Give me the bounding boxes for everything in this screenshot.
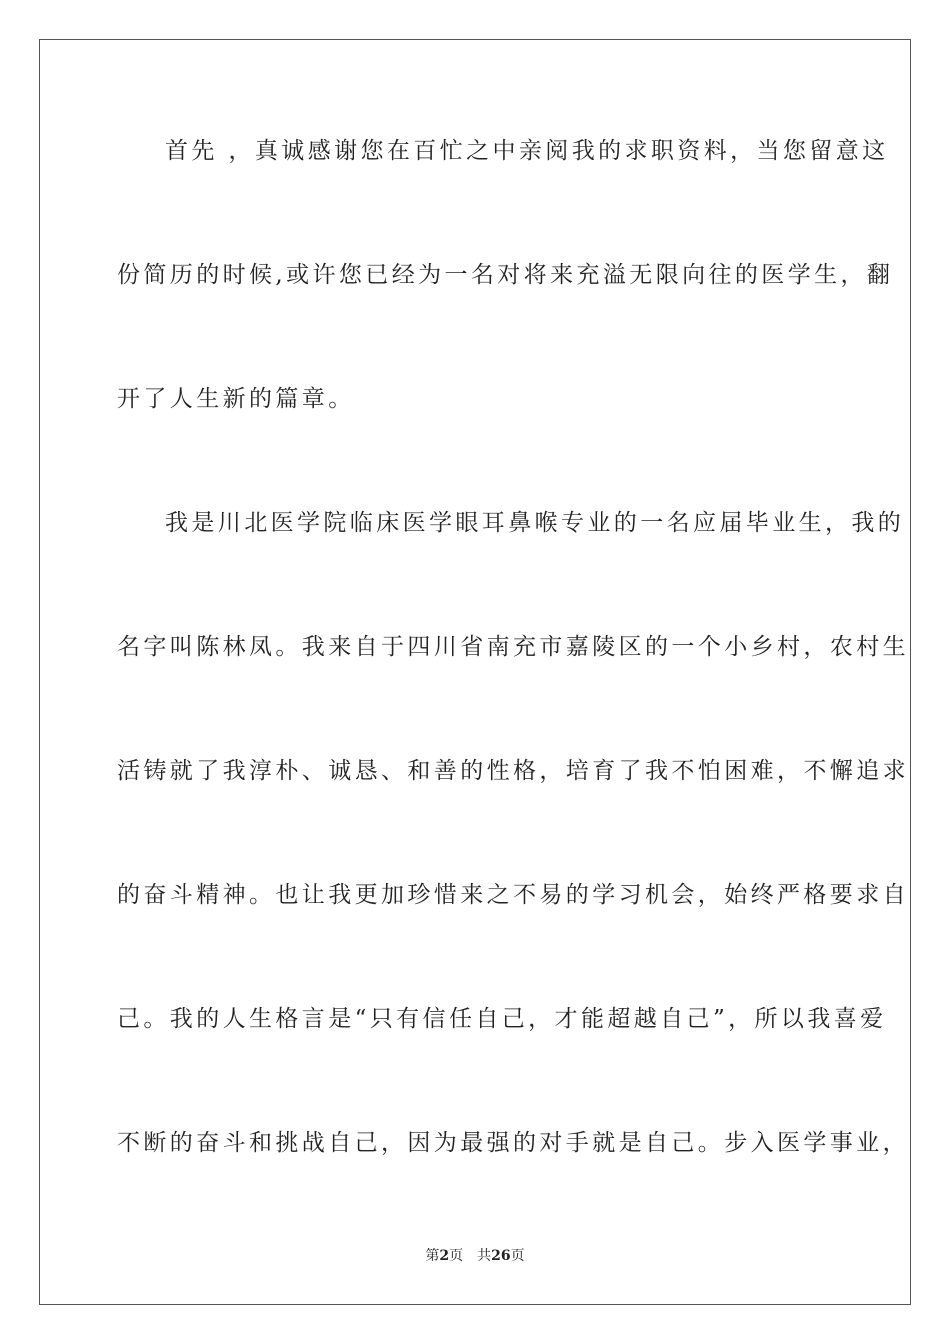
paragraph-2-line-1: 我是川北医学院临床医学眼耳鼻喉专业的一名应届毕业生，我的 — [165, 510, 905, 536]
paragraph-1-line-3: 开了人生新的篇章。 — [117, 386, 355, 412]
total-pages: 26 — [491, 1248, 511, 1264]
total-suffix: 页 — [510, 1248, 525, 1264]
page-border — [39, 39, 911, 1305]
paragraph-1-line-2: 份简历的时候,或许您已经为一名对将来充溢无限向往的医学生，翻 — [117, 262, 894, 288]
page-number: 2 — [439, 1248, 450, 1264]
paragraph-2-line-3: 活铸就了我淳朴、诚恳、和善的性格，培育了我不怕困难，不懈追求 — [117, 758, 909, 784]
total-prefix: 共 — [477, 1248, 492, 1264]
paragraph-1-line-1: 首先 ，真诚感谢您在百忙之中亲阅我的求职资料，当您留意这 — [165, 138, 889, 164]
page-suffix: 页 — [449, 1248, 464, 1264]
paragraph-2-line-6: 不断的奋斗和挑战自己，因为最强的对手就是自己。步入医学事业， — [117, 1130, 909, 1156]
page-footer — [0, 1247, 950, 1265]
paragraph-2-line-4: 的奋斗精神。也让我更加珍惜来之不易的学习机会，始终严格要求自 — [117, 882, 909, 908]
paragraph-2-line-2: 名字叫陈林凤。我来自于四川省南充市嘉陵区的一个小乡村，农村生 — [117, 634, 909, 660]
paragraph-2-line-5: 己。我的人生格言是“只有信任自己，才能超越自己”，所以我喜爱 — [117, 1006, 887, 1032]
page-prefix: 第 — [425, 1248, 440, 1264]
